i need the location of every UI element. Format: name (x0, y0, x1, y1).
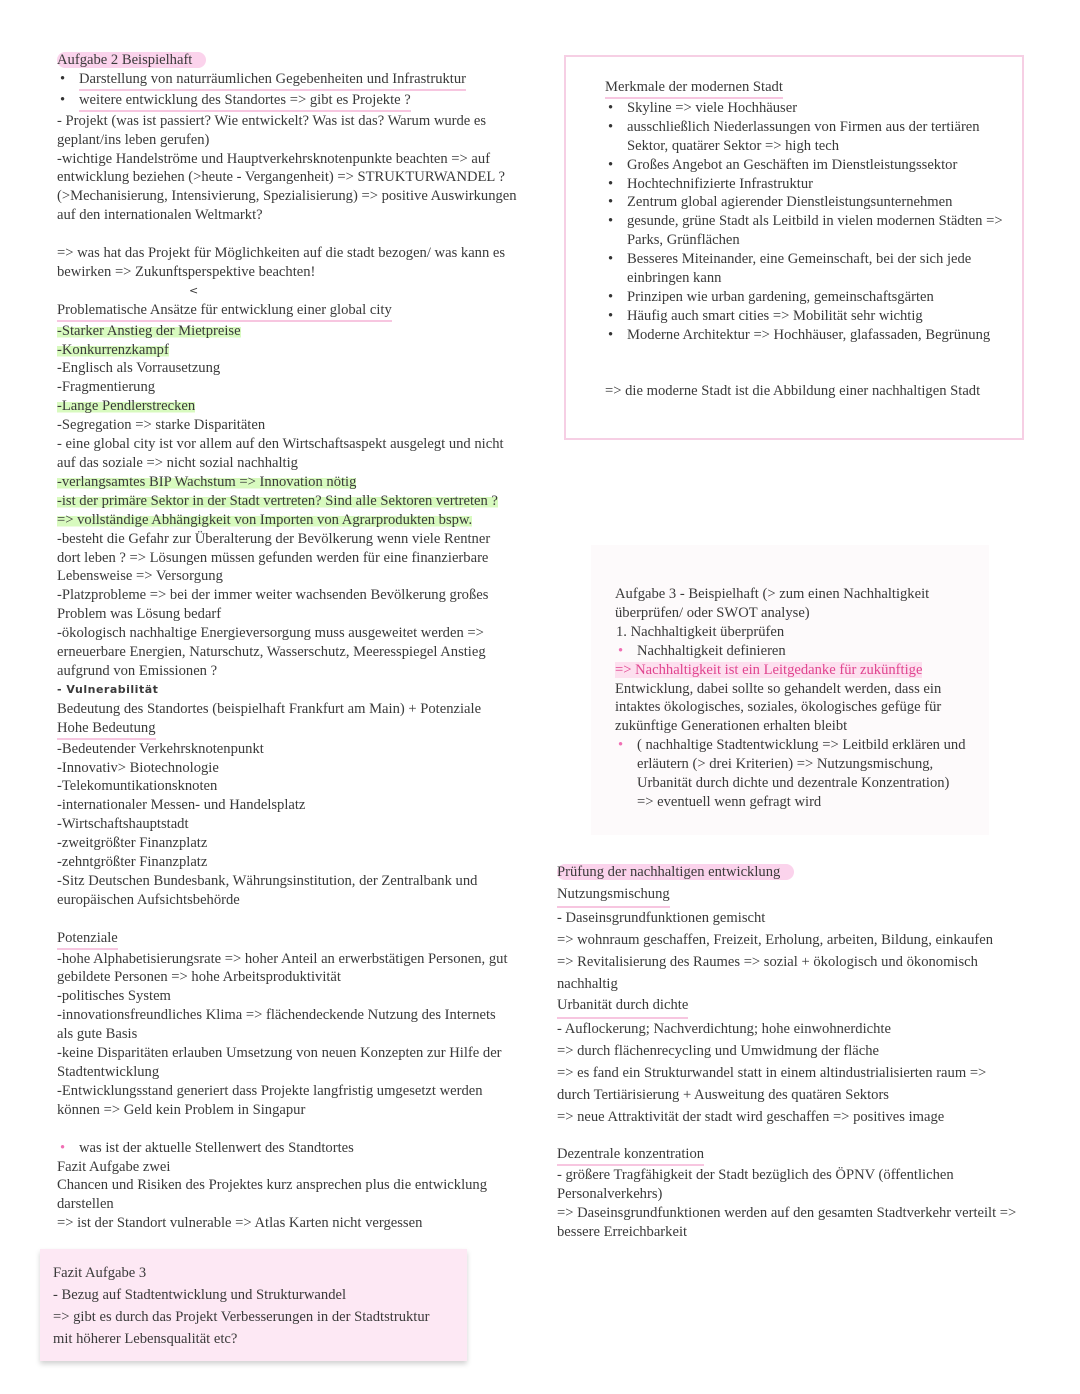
merkmal-item-cont: Sektor, quatärer Sektor => high tech (627, 137, 840, 154)
list-item: -Telekomuntikationsknoten (57, 778, 218, 795)
list-item: gebildete Personen => hohe Arbeitsproduktivität (57, 969, 341, 986)
list-item: -Lange Pendlerstrecken (57, 398, 196, 415)
list-item: => vollständige Abhängigkeit von Importen von Agrarprodukten bspw. (57, 511, 473, 528)
list-item: erneuerbare Energien, Naturschutz, Wasserschutz, Meeresspiegel Anstieg (57, 644, 486, 661)
spacer (605, 364, 1022, 383)
pruefung-line: nachhaltig (557, 975, 618, 992)
merkmal-item: • ausschließlich Niederlassungen von Firmen aus der tertiären (605, 118, 1022, 137)
list-item: -Konkurrenzkampf (57, 341, 169, 358)
list-item: Problem was Lösung bedarf (57, 606, 222, 623)
list-item: -Innovativ> Biotechnologie (57, 759, 219, 776)
merkmal-item: • Hochtechnifizierte Infrastruktur (605, 175, 1022, 194)
aufgabe3-line: erläutern (> drei Kriterien) => Nutzungsmischung, (637, 756, 934, 773)
list-item: aufgrund von Emissionen ? (57, 662, 218, 679)
list-item: dort leben ? => Lösungen müssen gefunden werden für eine finanzierbare (57, 549, 489, 566)
pruefung-line: => neue Attraktivität der stadt wird geschaffen => positives image (557, 1108, 945, 1125)
aufgabe3-line: Urbanität durch dichte und dezentrale Konzentration) (637, 775, 950, 792)
merkmale-conclusion: => die moderne Stadt ist die Abbildung einer nachhaltigen Stadt (605, 383, 981, 400)
list-item: -Sitz Deutschen Bundesbank, Währungsinstitution, der Zentralbank und (57, 872, 478, 889)
aufgabe3-title: Aufgabe 3 - Beispielhaft (> zum einen Nachhaltigkeit (615, 586, 930, 602)
aufgabe3-line: überprüfen/ oder SWOT analyse) (615, 604, 810, 621)
merkmal-item: • Skyline => viele Hochhäuser (605, 99, 1022, 118)
merkmal-item: • gesunde, grüne Stadt als Leitbild in vielen modernen Städten => (605, 212, 1022, 231)
list-item: -besteht die Gefahr zur Überalterung der Bevölkerung wenn viele Rentner (57, 530, 491, 547)
aufgabe3-line: Entwicklung, dabei sollte so gehandelt werden, dass ein (615, 680, 942, 697)
list-item: Stadtentwicklung (57, 1064, 160, 1080)
list-item: -Starker Anstieg der Mietpreise (57, 322, 241, 339)
list-item: -internationaler Messen- und Handelsplatz (57, 797, 306, 814)
list-item: -ist der primäre Sektor in der Stadt vertreten? Sind alle Sektoren vertreten ? (57, 492, 498, 509)
spacer (57, 1120, 532, 1139)
pruefung-line: - Daseinsgrundfunktionen gemischt (557, 909, 766, 926)
text-line: geplant/ins leben gerufen) (57, 131, 210, 148)
pruefung-line: => es fand ein Strukturwandel statt in einem altindustrialisierten raum => (557, 1065, 987, 1082)
merkmal-item: • Zentrum global agierender Dienstleistungsunternehmen (605, 193, 1022, 212)
pruefung-line: bessere Erreichbarkeit (557, 1223, 688, 1240)
text-line: -wichtige Handelströme und Hauptverkehrsknotenpunkte beachten => auf (57, 150, 491, 167)
pruefung-line: Personalverkehrs) (557, 1185, 663, 1202)
text-line: auf den internationalen Weltmarkt? (57, 207, 263, 224)
text-line: => was hat das Projekt für Möglichkeiten auf die stadt bezogen/ was kann es (57, 245, 506, 262)
list-item: -Segregation => starke Disparitäten (57, 417, 266, 434)
aufgabe3-line: => eventuell wenn gefragt wird (637, 793, 822, 810)
pruefung-title: Prüfung der nachhaltigen entwicklung (557, 864, 794, 880)
fazit3-line: - Bezug auf Stadtentwicklung und Strukturwandel (53, 1286, 347, 1303)
fazit-aufgabe3-box (40, 1249, 467, 1361)
list-item: -Platzprobleme => bei der immer weiter wachsenden Bevölkerung großes (57, 587, 489, 604)
aufgabe3-bullet: • Nachhaltigkeit definieren (615, 642, 989, 661)
list-item: -zehntgrößter Finanzplatz (57, 854, 208, 871)
merkmal-item: • Moderne Architektur => Hochhäuser, glafassaden, Begrünung (605, 326, 1022, 345)
list-item: -ökologisch nachhaltige Energieversorgung muss ausgeweitet werden => (57, 625, 484, 642)
list-item: -zweitgrößter Finanzplatz (57, 835, 208, 852)
list-item: -politisches System (57, 988, 171, 1005)
subheading: Nutzungsmischung (557, 884, 1037, 908)
list-item: -Wirtschaftshauptstadt (57, 816, 189, 833)
text-line: Fazit Aufgabe zwei (57, 1158, 171, 1175)
pruefung-section (557, 862, 1037, 1241)
aufgabe3-numbered: 1. Nachhaltigkeit überprüfen (616, 623, 785, 640)
fazit3-line: => gibt es durch das Projekt Verbesserungen in der Stadtstruktur (53, 1308, 430, 1325)
problem-heading: Problematische Ansätze für entwicklung einer global city (57, 301, 532, 322)
text-line: bewirken => Zukunftsperspektive beachten! (57, 263, 316, 280)
aufgabe3-box (591, 545, 989, 835)
list-item: können => Geld kein Problem in Singapur (57, 1101, 306, 1118)
fazit3-line: mit höherer Lebensqualität etc? (53, 1330, 238, 1347)
subheading: Hohe Bedeutung (57, 719, 532, 740)
list-item: -Fragmentierung (57, 379, 156, 396)
aufgabe2-title-row (57, 51, 532, 70)
aufgabe3-line: zukünftige Generationen erhalten bleibt (615, 718, 848, 735)
list-item: -Bedeutender Verkehrsknotenpunkt (57, 740, 264, 757)
aufgabe3-line: intaktes ökologisches, soziales, ökologisches gefüge für (615, 699, 942, 716)
list-item: -Entwicklungsstand generiert dass Projekte langfristig umgesetzt werden (57, 1082, 483, 1099)
pruefung-line: => Daseinsgrundfunktionen werden auf den gesamten Stadtverkehr verteilt => (557, 1204, 1017, 1221)
merkmal-item: • Prinzipen wie urban gardening, gemeinschaftsgärten (605, 288, 1022, 307)
merkmale-title: Merkmale der modernen Stadt (605, 78, 1022, 99)
list-item: -keine Disparitäten erlauben Umsetzung von neuen Konzepten zur Hilfe der (57, 1045, 502, 1062)
left-column (57, 51, 532, 1233)
merkmal-item: • Häufig auch smart cities => Mobilität sehr wichtig (605, 307, 1022, 326)
text-line: (>Mechanisierung, Intensivierung, Spezialisierung) => positive Auswirkungen (57, 188, 517, 205)
list-item: -hohe Alphabetisierungsrate => hoher Anteil an erwerbstätigen Personen, gut (57, 950, 508, 967)
list-item: - eine global city ist vor allem auf den Wirtschaftsaspekt ausgelegt und nicht (57, 436, 504, 453)
list-item: -verlangsamtes BIP Wachstum => Innovation nötig (57, 473, 357, 490)
merkmal-item-cont: Parks, Grünflächen (627, 232, 740, 249)
merkmal-item-cont: einbringen kann (627, 270, 722, 287)
section-heading: Bedeutung des Standortes (beispielhaft Frankfurt am Main) + Potenziale (57, 700, 482, 717)
pruefung-title-row (557, 862, 1037, 884)
aufgabe3-line: => Nachhaltigkeit ist ein Leitgedanke für zukünftige (615, 661, 923, 678)
handwritten-note: - Vulnerabilität (57, 682, 159, 696)
fazit3-title: Fazit Aufgabe 3 (53, 1265, 147, 1281)
bullet-1: • Darstellung von naturräumlichen Gegebenheiten und Infrastruktur (57, 70, 532, 91)
list-item: als gute Basis (57, 1026, 138, 1043)
list-item: europäischen Aufsichtsbehörde (57, 891, 240, 908)
list-item: Lebensweise => Versorgung (57, 568, 223, 585)
handwritten-mark: < (189, 283, 199, 297)
merkmale-box (564, 55, 1024, 440)
text-line: => ist der Standort vulnerable => Atlas Karten nicht vergessen (57, 1215, 423, 1232)
subheading: Dezentrale konzentration (557, 1145, 1037, 1166)
list-item: auf das soziale => nicht sozial nachhaltig (57, 455, 298, 472)
merkmal-item: • Großes Angebot an Geschäften im Dienstleistungssektor (605, 156, 1022, 175)
bullet-item: • was ist der aktuelle Stellenwert des Standtortes (57, 1139, 532, 1158)
text-line: - Projekt (was ist passiert? Wie entwickelt? Was ist das? Warum wurde es (57, 112, 487, 129)
pruefung-line: => durch flächenrecycling und Umwidmung der fläche (557, 1043, 880, 1060)
list-item: -innovationsfreundliches Klima => flächendeckende Nutzung des Internets (57, 1007, 496, 1024)
pruefung-line: durch Tertiärisierung + Ausweitung des quatären Sektors (557, 1087, 889, 1104)
text-line: Chancen und Risiken des Projektes kurz ansprechen plus die entwicklung (57, 1177, 488, 1194)
subheading: Urbanität durch dichte (557, 995, 1037, 1019)
subheading: Potenziale (57, 929, 532, 950)
bullet-2: • weitere entwicklung des Standortes => gibt es Projekte ? (57, 91, 532, 112)
pruefung-line: => wohnraum geschaffen, Freizeit, Erholung, arbeiten, Bildung, einkaufen (557, 931, 994, 948)
spacer (557, 1129, 1037, 1145)
spacer (57, 225, 532, 244)
spacer (57, 910, 532, 929)
text-line: darstellen (57, 1196, 114, 1213)
list-item: -Englisch als Vorrausetzung (57, 360, 221, 377)
aufgabe2-title: Aufgabe 2 Beispielhaft (57, 52, 206, 68)
merkmal-item: • Besseres Miteinander, eine Gemeinschaft, bei der sich jede (605, 250, 1022, 269)
pruefung-line: - größere Tragfähigkeit der Stadt bezüglich des ÖPNV (öffentlichen (557, 1166, 954, 1183)
text-line: entwicklung beziehen (>heute - Vergangenheit) => STRUKTURWANDEL ? (57, 169, 505, 186)
pruefung-line: => Revitalisierung des Raumes => sozial + ökologisch und ökonomisch (557, 953, 978, 970)
aufgabe3-bullet: • ( nachhaltige Stadtentwicklung => Leitbild erklären und (615, 736, 989, 755)
spacer (605, 345, 1022, 364)
pruefung-line: - Auflockerung; Nachverdichtung; hohe einwohnerdichte (557, 1021, 891, 1038)
